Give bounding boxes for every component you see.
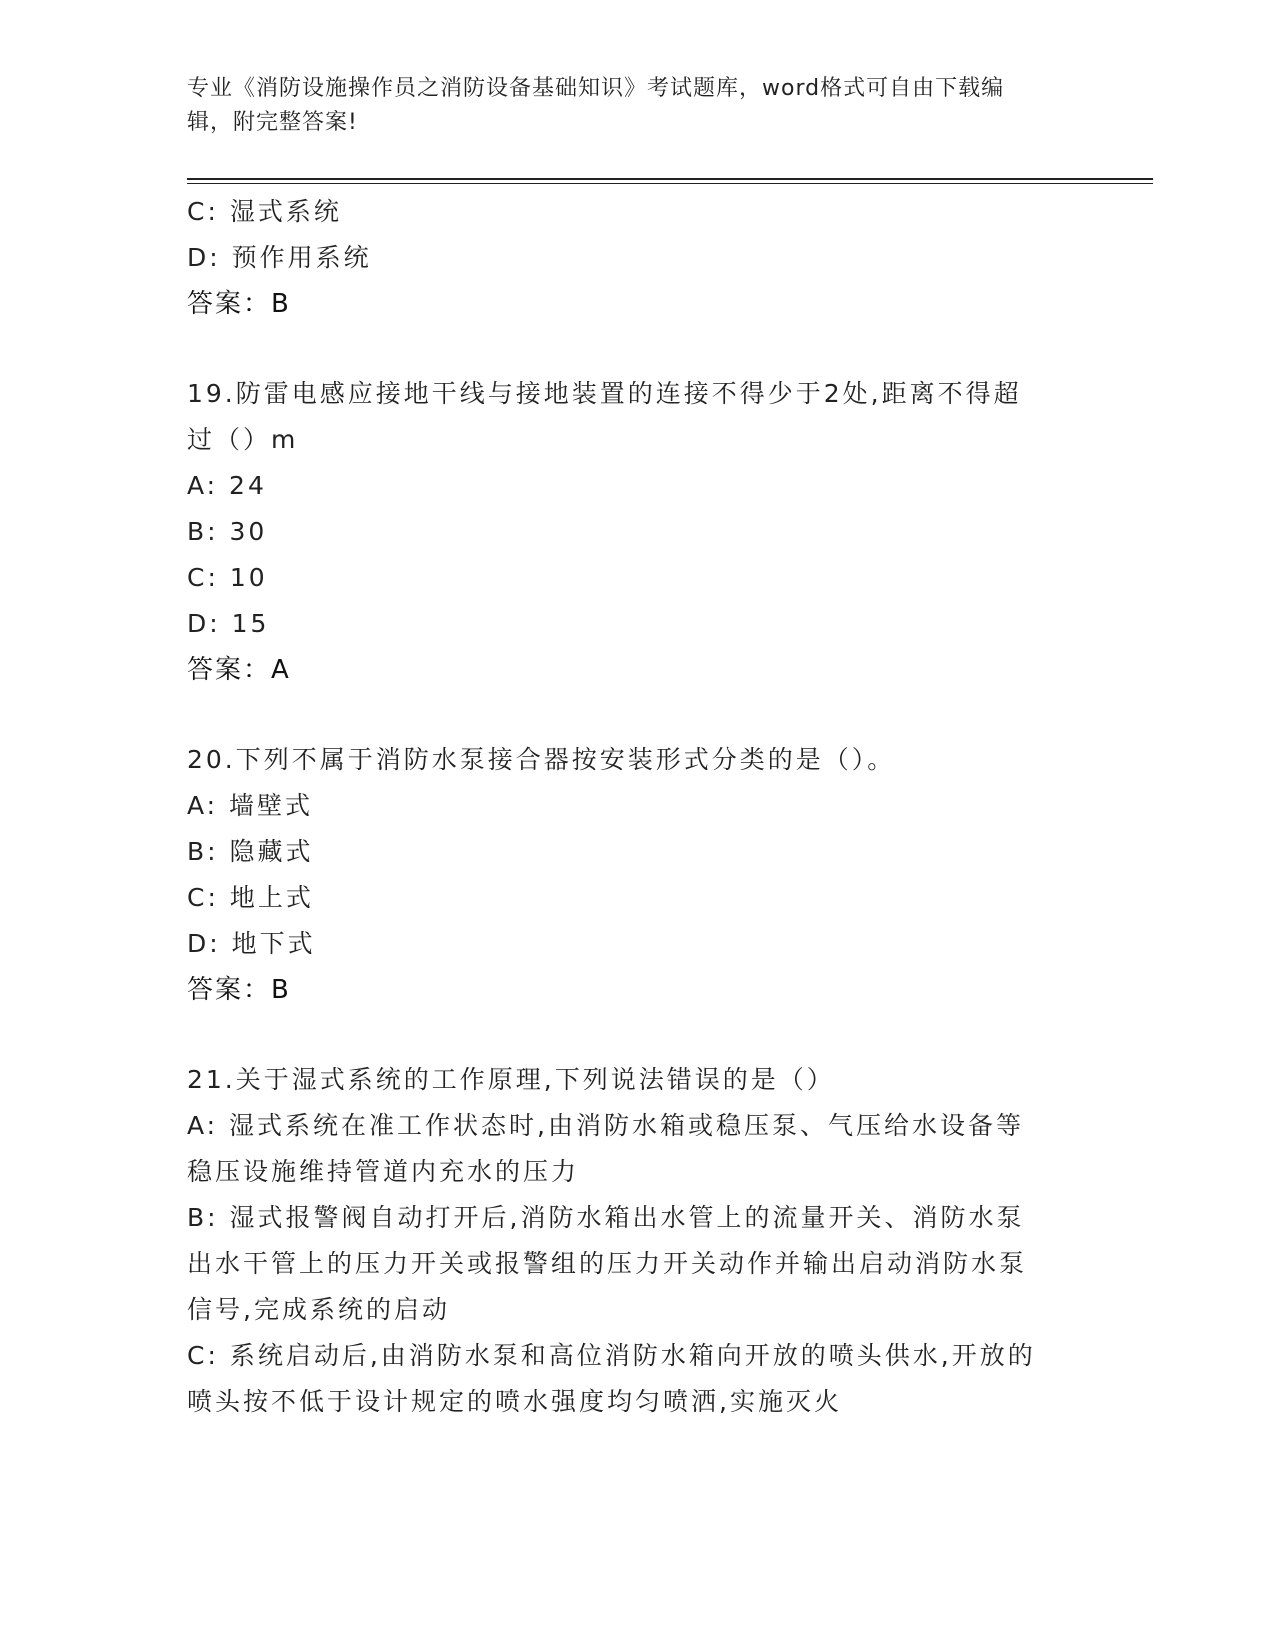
option-a: A: 湿式系统在准工作状态时,由消防水箱或稳压泵、气压给水设备等 [187,1111,1024,1140]
page-header [187,72,1067,140]
document-body [187,189,1087,1425]
question-20 [187,737,1087,1013]
question-stem: 19.防雷电感应接地干线与接地装置的连接不得少于2处,距离不得超 [187,379,1022,408]
option-b: B: 30 [187,517,268,546]
answer-line: 答案：B [187,289,291,319]
option-c: C: 10 [187,563,268,592]
question-21 [187,1057,1087,1425]
header-divider-thick [187,178,1153,180]
question-stem: 21.关于湿式系统的工作原理,下列说法错误的是（） [187,1065,835,1094]
header-line-2: 辑，附完整答案! [187,110,358,135]
header-divider-thin [187,183,1153,184]
question-stem: 过（）m [187,425,299,454]
option-b: B: 湿式报警阀自动打开后,消防水箱出水管上的流量开关、消防水泵 [187,1203,1025,1232]
option-d: D: 15 [187,609,270,638]
option-c: C: 系统启动后,由消防水泵和高位消防水箱向开放的喷头供水,开放的 [187,1341,1036,1370]
option-d: D: 预作用系统 [187,243,372,272]
option-a: A: 24 [187,471,267,500]
question-stem: 20.下列不属于消防水泵接合器按安装形式分类的是（）。 [187,745,896,774]
option-b: B: 隐藏式 [187,837,314,866]
answer-line: 答案：B [187,975,291,1005]
option-b-continuation: 信号,完成系统的启动 [187,1295,450,1324]
option-a: A: 墙壁式 [187,791,314,820]
answer-line: 答案：A [187,655,291,685]
option-c-continuation: 喷头按不低于设计规定的喷水强度均匀喷洒,实施灭火 [187,1387,842,1416]
option-c: C: 湿式系统 [187,197,342,226]
option-b-continuation: 出水干管上的压力开关或报警组的压力开关动作并输出启动消防水泵 [187,1249,1028,1278]
option-c: C: 地上式 [187,883,314,912]
continued-question [187,189,1087,327]
option-d: D: 地下式 [187,929,316,958]
option-a-continuation: 稳压设施维持管道内充水的压力 [187,1157,580,1186]
header-line-1: 专业《消防设施操作员之消防设备基础知识》考试题库，word格式可自由下载编 [187,76,1005,101]
question-19 [187,371,1087,693]
